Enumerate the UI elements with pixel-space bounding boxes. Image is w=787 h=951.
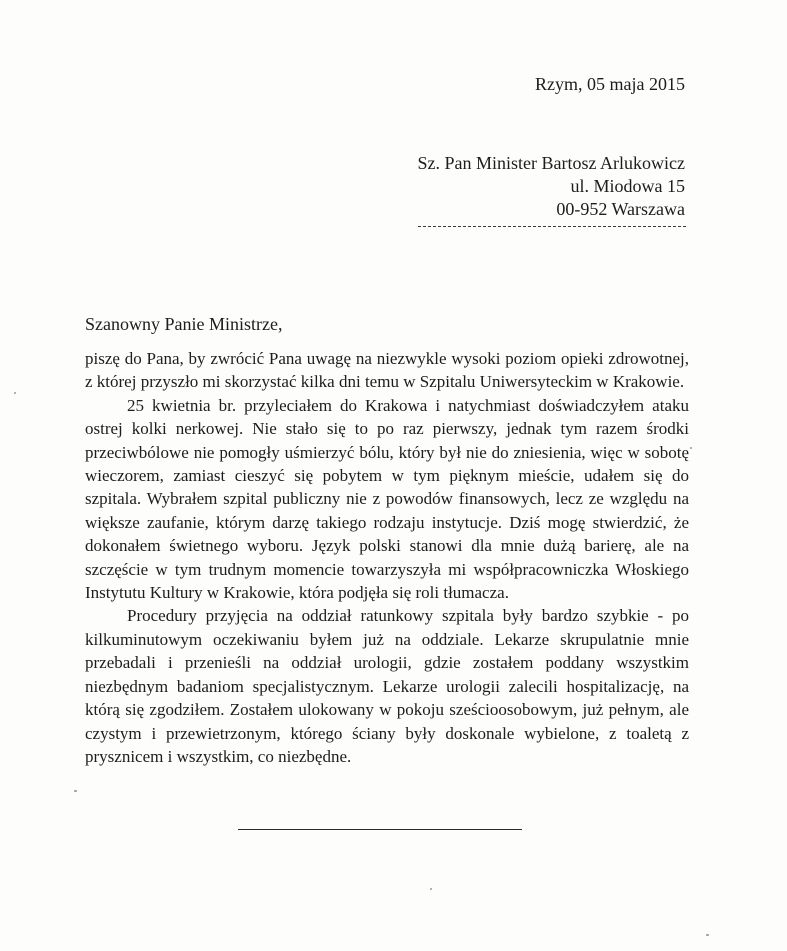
scan-speck	[690, 447, 692, 449]
scan-speck	[74, 790, 77, 792]
closing-divider	[238, 829, 522, 830]
scan-speck	[430, 888, 432, 890]
paragraph-2: 25 kwietnia br. przyleciałem do Krakowa i natychmiast doświadczyłem ataku ostrej kolki nerkowej. Nie stało się to po raz pierwszy, jednak tym razem środki przeciwbólowe nie pomogły uśmierzyć bólu, który był nie do zniesienia, więc w sobotę wieczorem, zamiast cieszyć się pobytem w tym pięknym mieście, udałem się do szpitala. Wybrałem szpital publiczny nie z powodów finansowych, lecz ze względu na większe zaufanie, którym darzę takiego rodzaju instytucje. Dziś mogę stwierdzić, że dokonałem świetnego wyboru. Język polski stanowi dla mnie dużą barierę, ale na szczęście w tym trudnym momencie towarzyszyła mi współpracowniczka Włoskiego Instytutu Kultury w Krakowie, która podjęła się roli tłumacza.	[85, 395, 689, 603]
paragraph-1: piszę do Pana, by zwrócić Pana uwagę na niezwykle wysoki poziom opieki zdrowotnej, z której przyszło mi skorzystać kilka dni temu w Szpitalu Uniwersyteckim w Krakowie.	[85, 349, 689, 392]
address-divider	[418, 226, 686, 227]
recipient-city: 00-952 Warszawa	[556, 199, 685, 219]
scan-speck	[706, 934, 709, 936]
recipient-name: Sz. Pan Minister Bartosz Arlukowicz	[417, 153, 685, 173]
paragraph-3: Procedury przyjęcia na oddział ratunkowy szpitala były bardzo szybkie - po kilkuminutowym oczekiwaniu byłem już na oddziale. Lekarze skrupulatnie mnie przebadali i przenieśli na oddział urologii, gdzie zostałem poddany wszystkim niezbędnym badaniom specjalistycznym. Lekarze urologii zalecili hospitalizację, na którą się zgodziłem. Zostałem ulokowany w pokoju sześcioosobowym, już pełnym, ale czystym i przewietrzonym, którego ściany były doskonale wybielone, z toaletą z prysznicem i wszystkim, co niezbędne.	[85, 606, 689, 766]
salutation: Szanowny Panie Ministrze,	[85, 314, 283, 334]
recipient-address	[418, 152, 685, 221]
recipient-street: ul. Miodowa 15	[570, 176, 685, 196]
letter-date: Rzym, 05 maja 2015	[535, 74, 685, 94]
scan-speck	[14, 392, 16, 394]
letter-body	[85, 347, 689, 768]
